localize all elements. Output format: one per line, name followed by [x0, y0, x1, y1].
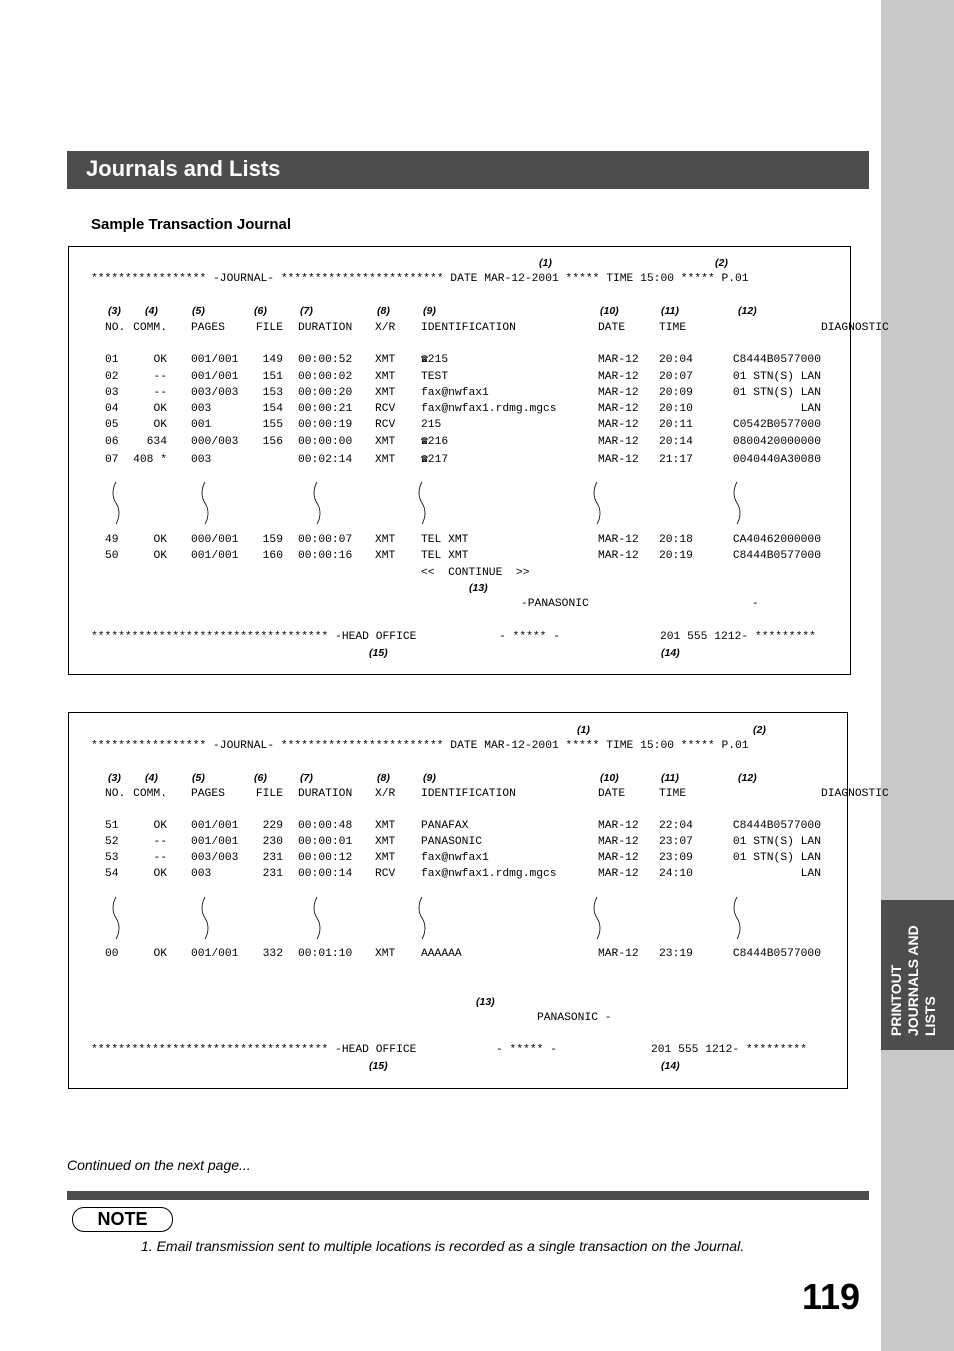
- column-header: COMM.: [133, 322, 167, 334]
- table-cell: 20:09: [659, 387, 693, 399]
- journal-header-line: ***************** -JOURNAL- ************************ DATE MAR-12-2001 ***** TIME 15:00 ***** P.01: [91, 740, 749, 752]
- table-cell: 0040440A30080: [732, 454, 821, 466]
- row-omission-mark: [313, 481, 321, 525]
- table-cell: 24:10: [659, 868, 693, 880]
- table-cell: 00:02:14: [298, 454, 353, 466]
- column-callout: (4): [145, 305, 158, 317]
- table-cell: 20:19: [659, 550, 693, 562]
- footer-asterisks: *********************************** -HEAD OFFICE: [91, 631, 417, 643]
- table-cell: RCV: [375, 868, 396, 880]
- table-cell: XMT: [375, 852, 396, 864]
- table-cell: OK: [153, 534, 167, 546]
- table-cell: 03: [105, 387, 119, 399]
- table-cell: 00:00:19: [298, 419, 353, 431]
- table-cell: 00:00:48: [298, 820, 353, 832]
- table-cell: PANAFAX: [421, 820, 469, 832]
- table-cell: OK: [153, 868, 167, 880]
- column-header: NO.: [105, 322, 126, 334]
- side-thumb-bar: [881, 0, 954, 1351]
- table-cell: 001/001: [191, 371, 239, 383]
- table-cell: TEL XMT: [421, 550, 469, 562]
- table-cell: 21:17: [659, 454, 693, 466]
- table-cell: 00:00:14: [298, 868, 353, 880]
- table-cell: XMT: [375, 371, 396, 383]
- section-title: Journals and Lists: [86, 156, 281, 181]
- table-cell: --: [153, 371, 167, 383]
- table-cell: XMT: [375, 534, 396, 546]
- footer-asterisks: *********************************** -HEAD OFFICE: [91, 1044, 417, 1056]
- table-cell: --: [153, 387, 167, 399]
- table-cell: XMT: [375, 436, 396, 448]
- footer-mid: - ***** -: [499, 631, 561, 643]
- column-callout: (9): [423, 772, 436, 784]
- table-cell: XMT: [375, 948, 396, 960]
- table-cell: 20:10: [659, 403, 693, 415]
- row-omission-mark: [112, 481, 120, 525]
- table-cell: 20:11: [659, 419, 693, 431]
- column-callout: (9): [423, 305, 436, 317]
- footer-mid: - ***** -: [496, 1044, 558, 1056]
- table-cell: 155: [262, 419, 283, 431]
- table-cell: CA40462000000: [732, 534, 821, 546]
- table-cell: 04: [105, 403, 119, 415]
- column-callout: (8): [377, 772, 390, 784]
- table-cell: 160: [262, 550, 283, 562]
- row-omission-mark: [593, 481, 601, 525]
- table-cell: 20:04: [659, 354, 693, 366]
- table-cell: 001: [191, 419, 212, 431]
- table-cell: TEL XMT: [421, 534, 469, 546]
- column-header: FILE: [255, 788, 283, 800]
- table-cell: ☎216: [421, 436, 449, 448]
- table-cell: --: [153, 836, 167, 848]
- callout-13: (13): [476, 996, 495, 1008]
- column-header: NO.: [105, 788, 126, 800]
- column-header: IDENTIFICATION: [421, 788, 516, 800]
- sender-dash: -: [752, 598, 759, 610]
- table-cell: C0542B0577000: [732, 419, 821, 431]
- table-cell: TEST: [421, 371, 449, 383]
- table-cell: 000/003: [191, 436, 239, 448]
- table-cell: 159: [262, 534, 283, 546]
- table-cell: 408 *: [133, 454, 167, 466]
- table-cell: 001/001: [191, 820, 239, 832]
- journal-header-line: ***************** -JOURNAL- ************************ DATE MAR-12-2001 ***** TIME 15:00 ***** P.01: [91, 273, 749, 285]
- column-header: DIAGNOSTIC: [821, 322, 889, 334]
- table-cell: MAR-12: [598, 948, 639, 960]
- table-cell: XMT: [375, 454, 396, 466]
- table-cell: 01 STN(S) LAN: [732, 852, 821, 864]
- row-omission-mark: [418, 896, 426, 940]
- table-cell: 01 STN(S) LAN: [732, 836, 821, 848]
- table-cell: --: [153, 852, 167, 864]
- table-cell: OK: [153, 419, 167, 431]
- table-cell: 003: [191, 403, 212, 415]
- table-cell: AAAAAA: [421, 948, 462, 960]
- table-cell: OK: [153, 354, 167, 366]
- table-cell: 54: [105, 868, 119, 880]
- table-cell: 00:00:52: [298, 354, 353, 366]
- table-cell: 001/001: [191, 948, 239, 960]
- table-cell: MAR-12: [598, 852, 639, 864]
- page-number: 119: [802, 1276, 861, 1317]
- column-header: FILE: [255, 322, 283, 334]
- column-callout: (6): [254, 772, 267, 784]
- column-callout: (3): [108, 772, 121, 784]
- table-cell: 23:07: [659, 836, 693, 848]
- column-header: IDENTIFICATION: [421, 322, 516, 334]
- table-cell: MAR-12: [598, 371, 639, 383]
- table-cell: MAR-12: [598, 868, 639, 880]
- table-cell: 231: [262, 852, 283, 864]
- table-cell: 07: [105, 454, 119, 466]
- column-callout: (12): [738, 305, 757, 317]
- table-cell: 00:01:10: [298, 948, 353, 960]
- callout-1: (1): [539, 257, 552, 269]
- callout-15: (15): [369, 1060, 388, 1072]
- table-cell: fax@nwfax1.rdmg.mgcs: [421, 403, 557, 415]
- continued-note: Continued on the next page...: [67, 1157, 251, 1173]
- table-cell: 153: [262, 387, 283, 399]
- footer-phone: 201 555 1212- *********: [660, 631, 816, 643]
- table-cell: 00:00:00: [298, 436, 353, 448]
- callout-1: (1): [577, 724, 590, 736]
- callout-2: (2): [715, 257, 728, 269]
- table-cell: 003/003: [191, 852, 239, 864]
- note-item: 1. Email transmission sent to multiple locations is recorded as a single transaction on the Journal.: [141, 1238, 745, 1254]
- table-cell: RCV: [375, 419, 396, 431]
- row-omission-mark: [733, 896, 741, 940]
- table-cell: 154: [262, 403, 283, 415]
- table-cell: MAR-12: [598, 436, 639, 448]
- table-cell: C8444B0577000: [732, 354, 821, 366]
- table-cell: 230: [262, 836, 283, 848]
- column-callout: (7): [300, 772, 313, 784]
- row-omission-mark: [201, 481, 209, 525]
- table-cell: 231: [262, 868, 283, 880]
- table-cell: 05: [105, 419, 119, 431]
- table-cell: MAR-12: [598, 836, 639, 848]
- table-cell: LAN: [800, 403, 821, 415]
- continue-marker: << CONTINUE >>: [421, 567, 530, 579]
- row-omission-mark: [112, 896, 120, 940]
- table-cell: PANASONIC: [421, 836, 483, 848]
- table-cell: LAN: [800, 868, 821, 880]
- column-callout: (12): [738, 772, 757, 784]
- table-cell: XMT: [375, 820, 396, 832]
- table-cell: XMT: [375, 354, 396, 366]
- table-cell: 51: [105, 820, 119, 832]
- footer-phone: 201 555 1212- *********: [651, 1044, 807, 1056]
- table-cell: 23:09: [659, 852, 693, 864]
- table-cell: 01 STN(S) LAN: [732, 371, 821, 383]
- table-cell: 000/001: [191, 534, 239, 546]
- table-cell: OK: [153, 820, 167, 832]
- row-omission-mark: [201, 896, 209, 940]
- sender-name: PANASONIC -: [537, 1012, 612, 1024]
- table-cell: 229: [262, 820, 283, 832]
- table-cell: XMT: [375, 836, 396, 848]
- table-cell: 156: [262, 436, 283, 448]
- table-cell: 22:04: [659, 820, 693, 832]
- column-header: COMM.: [133, 788, 167, 800]
- table-cell: 00:00:21: [298, 403, 353, 415]
- table-cell: 00:00:02: [298, 371, 353, 383]
- callout-14: (14): [661, 647, 680, 659]
- table-cell: MAR-12: [598, 387, 639, 399]
- column-callout: (11): [661, 305, 679, 317]
- table-cell: RCV: [375, 403, 396, 415]
- table-cell: OK: [153, 948, 167, 960]
- table-cell: ☎215: [421, 354, 449, 366]
- table-cell: XMT: [375, 550, 396, 562]
- callout-15: (15): [369, 647, 388, 659]
- column-callout: (8): [377, 305, 390, 317]
- table-cell: MAR-12: [598, 419, 639, 431]
- row-omission-mark: [593, 896, 601, 940]
- column-callout: (4): [145, 772, 158, 784]
- table-cell: 53: [105, 852, 119, 864]
- column-callout: (5): [192, 772, 205, 784]
- table-cell: fax@nwfax1: [421, 387, 489, 399]
- column-callout: (3): [108, 305, 121, 317]
- table-cell: 634: [146, 436, 167, 448]
- table-cell: 215: [421, 419, 442, 431]
- table-cell: 49: [105, 534, 119, 546]
- row-omission-mark: [733, 481, 741, 525]
- callout-13: (13): [469, 582, 488, 594]
- column-header: DATE: [598, 788, 626, 800]
- sample-subtitle: Sample Transaction Journal: [91, 216, 292, 233]
- table-cell: 00:00:07: [298, 534, 353, 546]
- table-cell: XMT: [375, 387, 396, 399]
- column-header: DURATION: [298, 322, 353, 334]
- table-cell: MAR-12: [598, 820, 639, 832]
- column-header: DATE: [598, 322, 626, 334]
- table-cell: 23:19: [659, 948, 693, 960]
- table-cell: MAR-12: [598, 354, 639, 366]
- column-callout: (6): [254, 305, 267, 317]
- table-cell: 01: [105, 354, 119, 366]
- table-cell: 20:18: [659, 534, 693, 546]
- note-divider: [67, 1191, 869, 1200]
- table-cell: 50: [105, 550, 119, 562]
- table-cell: fax@nwfax1: [421, 852, 489, 864]
- callout-2: (2): [753, 724, 766, 736]
- table-cell: 332: [262, 948, 283, 960]
- table-cell: 00:00:16: [298, 550, 353, 562]
- column-callout: (11): [661, 772, 679, 784]
- table-cell: 001/001: [191, 836, 239, 848]
- column-header: X/R: [375, 788, 396, 800]
- column-callout: (10): [600, 772, 619, 784]
- table-cell: ☎217: [421, 454, 449, 466]
- table-cell: 003: [191, 868, 212, 880]
- table-cell: C8444B0577000: [732, 820, 821, 832]
- sender-name: -PANASONIC: [521, 598, 589, 610]
- table-cell: 06: [105, 436, 119, 448]
- column-header: PAGES: [191, 322, 225, 334]
- table-cell: C8444B0577000: [732, 550, 821, 562]
- note-badge: NOTE: [72, 1207, 173, 1232]
- table-cell: MAR-12: [598, 403, 639, 415]
- table-cell: MAR-12: [598, 550, 639, 562]
- table-cell: 003: [191, 454, 212, 466]
- table-cell: MAR-12: [598, 454, 639, 466]
- table-cell: fax@nwfax1.rdmg.mgcs: [421, 868, 557, 880]
- table-cell: 003/003: [191, 387, 239, 399]
- table-cell: 02: [105, 371, 119, 383]
- journal-sample-2: [68, 712, 848, 1089]
- table-cell: MAR-12: [598, 534, 639, 546]
- table-cell: 001/001: [191, 354, 239, 366]
- table-cell: 00:00:20: [298, 387, 353, 399]
- column-header: X/R: [375, 322, 396, 334]
- column-header: PAGES: [191, 788, 225, 800]
- column-callout: (5): [192, 305, 205, 317]
- table-cell: C8444B0577000: [732, 948, 821, 960]
- table-cell: 00: [105, 948, 119, 960]
- table-cell: 001/001: [191, 550, 239, 562]
- chapter-tab-label: PRINTOUT JOURNALS AND LISTS: [888, 925, 938, 1036]
- column-header: DURATION: [298, 788, 353, 800]
- table-cell: 00:00:01: [298, 836, 353, 848]
- table-cell: OK: [153, 403, 167, 415]
- column-header: TIME: [659, 322, 687, 334]
- table-cell: 52: [105, 836, 119, 848]
- table-cell: OK: [153, 550, 167, 562]
- table-cell: 00:00:12: [298, 852, 353, 864]
- column-header: TIME: [659, 788, 687, 800]
- table-cell: 01 STN(S) LAN: [732, 387, 821, 399]
- column-header: DIAGNOSTIC: [821, 788, 889, 800]
- column-callout: (10): [600, 305, 619, 317]
- table-cell: 149: [262, 354, 283, 366]
- row-omission-mark: [418, 481, 426, 525]
- callout-14: (14): [661, 1060, 680, 1072]
- table-cell: 151: [262, 371, 283, 383]
- column-callout: (7): [300, 305, 313, 317]
- table-cell: 20:14: [659, 436, 693, 448]
- table-cell: 20:07: [659, 371, 693, 383]
- table-cell: 0800420000000: [732, 436, 821, 448]
- row-omission-mark: [313, 896, 321, 940]
